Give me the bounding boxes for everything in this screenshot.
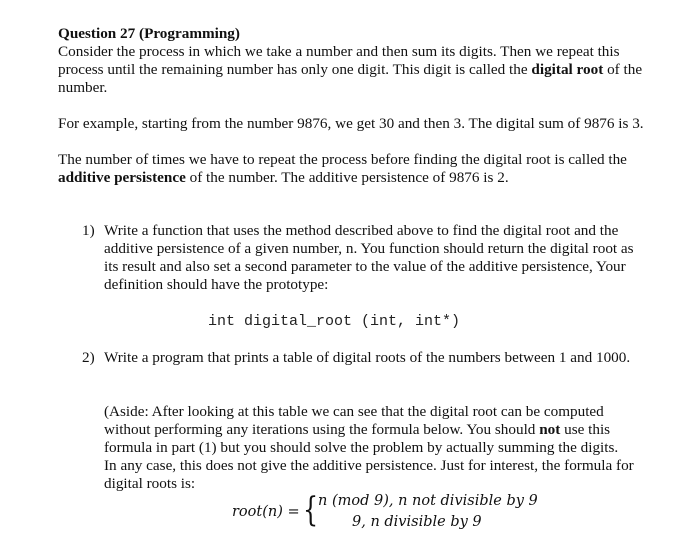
p3-text-b: of the number. The additive persistence of 9876 is 2. xyxy=(185,169,509,186)
task-text: Write a function that uses the method described above to find the digital root and the additive persistence of a given number, n. You function should return the digital root as its result and also set a second parameter to the value of the additive persistence, Your definition should have the prototype: xyxy=(104,222,634,293)
task-number: 2) xyxy=(82,349,95,366)
paragraph-additive-persistence xyxy=(58,151,658,187)
p3-text-a: The number of times we have to repeat the process before finding the digital root is called the xyxy=(58,151,627,168)
aside-text xyxy=(104,403,634,493)
p3-bold-term: additive persistence xyxy=(58,169,186,186)
p1-text-a: Consider the process in which we take a number and then sum its digits. Then we repeat this process until the remaining number has only one digit. This digit is called the xyxy=(58,43,620,78)
paragraph-digital-root-definition xyxy=(58,43,658,97)
question-title: Question 27 (Programming) xyxy=(58,25,240,42)
paragraph-example: For example, starting from the number 9876, we get 30 and then 3. The digital sum of 9876 is 3. xyxy=(58,115,644,132)
task-text: Write a program that prints a table of digital roots of the numbers between 1 and 1000. xyxy=(104,349,631,366)
prototype-code: int digital_root (int, int*) xyxy=(208,313,461,330)
formula-lhs: root(n) = xyxy=(232,504,300,520)
aside-text-a: (Aside: After looking at this table we can see that the digital root can be computed without performing any iterations using the formula below. You should xyxy=(104,403,604,438)
p1-bold-term: digital root xyxy=(531,61,604,78)
formula-case-1: n (mod 9), n not divisible by 9 xyxy=(318,493,538,509)
aside-text-b: use this formula in part (1) but you should solve the problem by actually summing the digits. In any case, this does not give the additive persistence. Just for interest, the formula for digital roots is: xyxy=(104,421,634,492)
task-number: 1) xyxy=(82,222,95,239)
formula-brace: { xyxy=(303,490,319,530)
p1-text-b: of the number. xyxy=(58,61,643,96)
formula-case-2: 9, n divisible by 9 xyxy=(352,514,482,530)
question-document xyxy=(58,25,658,187)
aside-bold-not: not xyxy=(539,421,561,438)
